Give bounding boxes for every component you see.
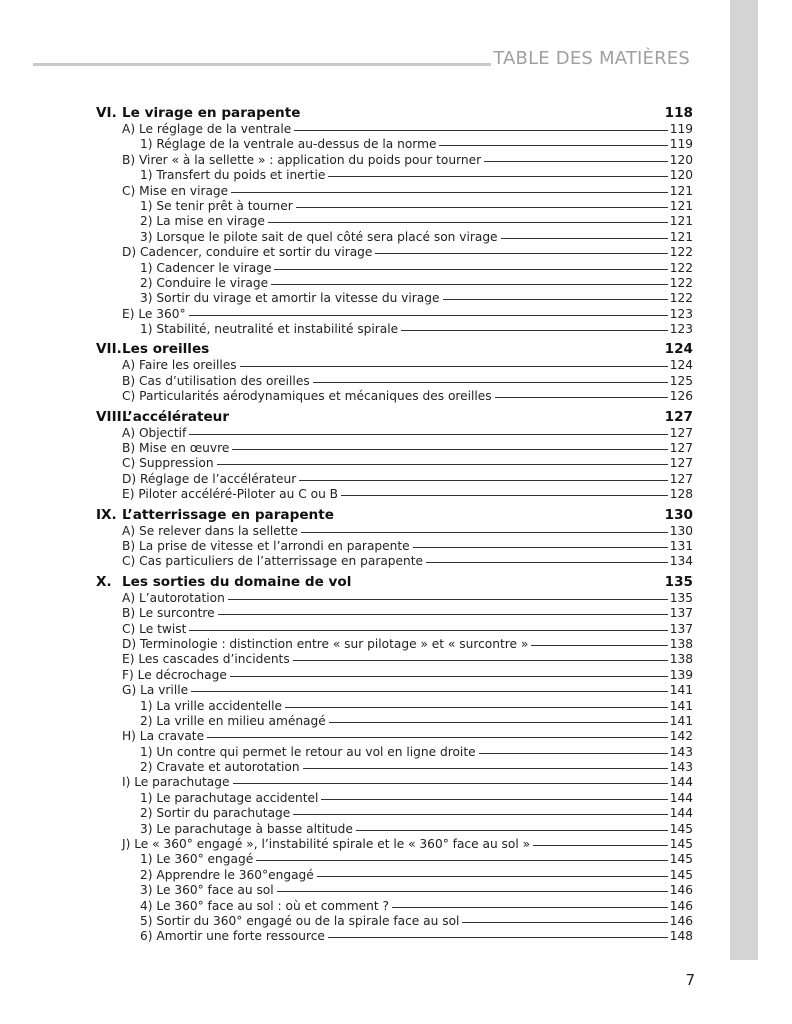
- toc-page-number: 126: [669, 389, 693, 404]
- toc-page-number: 122: [669, 245, 693, 260]
- toc-page-number: 137: [669, 621, 693, 636]
- leader-line: [401, 330, 668, 331]
- toc-entry-label: D) Terminologie : distinction entre « sur pilotage » et « surcontre »: [122, 636, 529, 651]
- toc-page-number: 143: [669, 760, 693, 775]
- toc-page-number: 118: [664, 105, 693, 121]
- toc-page-number: 141: [669, 698, 693, 713]
- toc-entry-label: 2) Cravate et autorotation: [140, 760, 300, 775]
- toc-entry-label: 3) Le parachutage à basse altitude: [140, 821, 353, 836]
- toc-entry-label: C) Particularités aérodynamiques et mécaniques des oreilles: [122, 389, 492, 404]
- leader-line: [230, 676, 668, 677]
- toc-entry[interactable]: [96, 868, 693, 883]
- toc-entry[interactable]: [96, 539, 693, 554]
- toc-entry-label: E) Le 360°: [122, 306, 186, 321]
- toc-entry-label: 3) Sortir du virage et amortir la vitesse du virage: [140, 291, 440, 306]
- toc-page-number: 135: [669, 590, 693, 605]
- toc-entry[interactable]: [96, 837, 693, 852]
- toc-page-number: 125: [669, 373, 693, 388]
- toc-entry[interactable]: [96, 899, 693, 914]
- toc-entry-label: D) Cadencer, conduire et sortir du virage: [122, 245, 373, 260]
- leader-line: [271, 284, 668, 285]
- toc-page-number: 130: [669, 523, 693, 538]
- toc-entry-label: B) Le surcontre: [122, 606, 215, 621]
- leader-line: [495, 397, 668, 398]
- toc-entry-label: B) Virer « à la sellette » : application du poids pour tourner: [122, 152, 482, 167]
- toc-page-number: 122: [669, 275, 693, 290]
- leader-line: [299, 480, 667, 481]
- leader-line: [531, 645, 667, 646]
- leader-line: [328, 937, 668, 938]
- toc-page-number: 123: [669, 306, 693, 321]
- toc-entry[interactable]: [96, 230, 693, 245]
- toc-entry[interactable]: [96, 883, 693, 898]
- leader-line: [217, 464, 668, 465]
- leader-line: [375, 253, 667, 254]
- leader-line: [293, 660, 668, 661]
- toc-entry-label: 1) Un contre qui permet le retour au vol en ligne droite: [140, 744, 476, 759]
- toc-entry[interactable]: [96, 122, 693, 137]
- toc-entry-label: 1) La vrille accidentelle: [140, 698, 283, 713]
- toc-entry-label: 4) Le 360° face au sol : où et comment ?: [140, 898, 389, 913]
- toc-entry-label: 2) Conduire le virage: [140, 275, 269, 290]
- leader-line: [191, 691, 668, 692]
- leader-line: [303, 768, 668, 769]
- toc-page-number: 120: [669, 152, 693, 167]
- toc-page-number: 138: [669, 636, 693, 651]
- toc-entry-label: B) La prise de vitesse et l’arrondi en parapente: [122, 538, 410, 553]
- toc-entry[interactable]: [96, 441, 693, 456]
- toc-entry-label: 2) Sortir du parachutage: [140, 806, 291, 821]
- toc-entry[interactable]: [96, 153, 693, 168]
- toc-entry[interactable]: [96, 637, 693, 652]
- toc-entry-label: B) Mise en œuvre: [122, 441, 230, 456]
- leader-line: [321, 799, 667, 800]
- toc-page-number: 119: [669, 137, 693, 152]
- toc-entry-label: G) La vrille: [122, 683, 189, 698]
- leader-line: [356, 830, 668, 831]
- side-margin-band: [730, 0, 758, 960]
- toc-entry-label: Les sorties du domaine de vol: [122, 573, 352, 590]
- toc-entry[interactable]: [96, 822, 693, 837]
- leader-line: [313, 382, 668, 383]
- leader-line: [277, 891, 668, 892]
- leader-line: [301, 532, 668, 533]
- leader-line: [501, 238, 668, 239]
- leader-line: [189, 434, 667, 435]
- toc-entry-label: E) Les cascades d’incidents: [122, 652, 290, 667]
- toc-page-number: 121: [669, 183, 693, 198]
- toc-entry[interactable]: [96, 683, 693, 698]
- leader-line: [296, 207, 668, 208]
- toc-entry-label: 3) Le 360° face au sol: [140, 883, 274, 898]
- toc-entry-label: 6) Amortir une forte ressource: [140, 929, 325, 944]
- toc-chapter[interactable]: [96, 574, 693, 591]
- toc-page-number: 130: [664, 506, 693, 523]
- toc-page-number: 145: [669, 837, 693, 852]
- toc-page-number: 148: [669, 929, 693, 944]
- toc-page-number: 127: [669, 425, 693, 440]
- toc-page-number: 131: [669, 538, 693, 553]
- toc-page-number: 142: [669, 729, 693, 744]
- toc-chapter[interactable]: [96, 341, 693, 358]
- toc-entry[interactable]: [96, 668, 693, 683]
- toc-entry[interactable]: [96, 714, 693, 729]
- leader-line: [317, 876, 668, 877]
- toc-entry[interactable]: [96, 729, 693, 744]
- table-of-contents: [96, 105, 693, 945]
- leader-line: [484, 161, 668, 162]
- toc-page-number: 127: [664, 408, 693, 425]
- toc-chapter[interactable]: [96, 507, 693, 524]
- leader-line: [426, 562, 668, 563]
- toc-entry[interactable]: [96, 374, 693, 389]
- toc-entry[interactable]: [96, 214, 693, 229]
- leader-line: [228, 599, 668, 600]
- toc-entry[interactable]: [96, 745, 693, 760]
- toc-entry-label: L’accélérateur: [122, 408, 230, 425]
- toc-entry[interactable]: [96, 524, 693, 539]
- toc-entry-label: C) Mise en virage: [122, 183, 229, 198]
- page-number: 7: [685, 971, 695, 989]
- toc-page-number: 128: [669, 487, 693, 502]
- toc-page-number: 119: [669, 122, 693, 136]
- toc-entry[interactable]: [96, 806, 693, 821]
- toc-entry[interactable]: [96, 291, 693, 306]
- toc-entry-label: H) La cravate: [122, 729, 205, 744]
- header-rule: [33, 63, 491, 66]
- leader-line: [233, 783, 668, 784]
- toc-page-number: 121: [669, 229, 693, 244]
- toc-entry[interactable]: [96, 456, 693, 471]
- toc-entry-label: 2) La mise en virage: [140, 214, 265, 229]
- toc-entry[interactable]: [96, 606, 693, 621]
- toc-entry-label: 2) La vrille en milieu aménagé: [140, 713, 326, 728]
- toc-page-number: 141: [669, 683, 693, 698]
- chapter-number: VII.: [96, 341, 122, 358]
- toc-entry-label: 1) Réglage de la ventrale au-dessus de la norme: [140, 137, 437, 152]
- toc-entry[interactable]: [96, 261, 693, 276]
- leader-line: [293, 814, 667, 815]
- toc-chapter[interactable]: [96, 105, 693, 122]
- toc-page-number: 124: [664, 341, 693, 358]
- toc-page-number: 141: [669, 713, 693, 728]
- toc-entry[interactable]: [96, 184, 693, 199]
- toc-entry-label: 1) Stabilité, neutralité et instabilité spirale: [140, 322, 399, 337]
- toc-entry[interactable]: [96, 929, 693, 944]
- leader-line: [189, 315, 668, 316]
- leader-line: [218, 614, 668, 615]
- toc-entry[interactable]: [96, 622, 693, 637]
- leader-line: [207, 737, 668, 738]
- toc-page-number: 146: [669, 883, 693, 898]
- toc-entry-label: A) Se relever dans la sellette: [122, 523, 298, 538]
- toc-entry[interactable]: [96, 472, 693, 487]
- toc-entry[interactable]: [96, 199, 693, 214]
- toc-entry-label: Le virage en parapente: [122, 105, 301, 121]
- toc-entry-label: A) Objectif: [122, 425, 187, 440]
- toc-entry-label: A) L’autorotation: [122, 590, 225, 605]
- toc-page-number: 134: [669, 554, 693, 569]
- toc-entry[interactable]: [96, 914, 693, 929]
- toc-page-number: 124: [669, 358, 693, 373]
- toc-page-number: 143: [669, 744, 693, 759]
- leader-line: [328, 176, 667, 177]
- toc-page-number: 145: [669, 867, 693, 882]
- toc-chapter[interactable]: [96, 409, 693, 426]
- toc-entry-label: A) Le réglage de la ventrale: [122, 122, 292, 136]
- leader-line: [479, 753, 668, 754]
- toc-page-number: 121: [669, 198, 693, 213]
- toc-entry[interactable]: [96, 389, 693, 404]
- toc-entry-label: 2) Apprendre le 360°engagé: [140, 867, 314, 882]
- toc-entry-label: Les oreilles: [122, 341, 210, 358]
- toc-page-number: 145: [669, 852, 693, 867]
- toc-entry-label: 5) Sortir du 360° engagé ou de la spirale face au sol: [140, 913, 460, 928]
- toc-page-number: 127: [669, 471, 693, 486]
- toc-entry[interactable]: [96, 652, 693, 667]
- toc-page-number: 122: [669, 291, 693, 306]
- toc-entry-label: C) Cas particuliers de l’atterrissage en parapente: [122, 554, 424, 569]
- toc-entry[interactable]: [96, 322, 693, 337]
- toc-page-number: 135: [664, 573, 693, 590]
- toc-entry[interactable]: [96, 307, 693, 322]
- toc-entry-label: 1) Transfert du poids et inertie: [140, 168, 326, 183]
- chapter-number: VI.: [96, 105, 117, 121]
- leader-line: [268, 222, 668, 223]
- toc-entry-label: 1) Se tenir prêt à tourner: [140, 198, 293, 213]
- toc-entry-label: E) Piloter accéléré-Piloter au C ou B: [122, 487, 339, 502]
- toc-page-number: 127: [669, 456, 693, 471]
- leader-line: [294, 130, 667, 131]
- leader-line: [462, 922, 667, 923]
- toc-page-number: 146: [669, 898, 693, 913]
- toc-entry-label: L’atterrissage en parapente: [122, 506, 334, 523]
- toc-entry[interactable]: [96, 358, 693, 373]
- toc-entry-label: 1) Le 360° engagé: [140, 852, 254, 867]
- toc-entry-label: C) Le twist: [122, 621, 187, 636]
- toc-entry-label: D) Réglage de l’accélérateur: [122, 471, 297, 486]
- toc-page-number: 144: [669, 790, 693, 805]
- toc-entry[interactable]: [96, 760, 693, 775]
- leader-line: [285, 707, 668, 708]
- toc-page-number: 121: [669, 214, 693, 229]
- leader-line: [439, 145, 667, 146]
- toc-entry-label: I) Le parachutage: [122, 775, 230, 790]
- leader-line: [443, 299, 668, 300]
- toc-page-number: 145: [669, 821, 693, 836]
- leader-line: [413, 547, 668, 548]
- toc-entry-label: 1) Cadencer le virage: [140, 260, 272, 275]
- toc-entry-label: F) Le décrochage: [122, 667, 227, 682]
- leader-line: [274, 269, 667, 270]
- toc-page-number: 120: [669, 168, 693, 183]
- toc-page-number: 138: [669, 652, 693, 667]
- toc-entry-label: A) Faire les oreilles: [122, 358, 237, 373]
- toc-entry[interactable]: [96, 245, 693, 260]
- chapter-number: X.: [96, 573, 112, 590]
- toc-page-number: 127: [669, 441, 693, 456]
- toc-entry-label: 3) Lorsque le pilote sait de quel côté sera placé son virage: [140, 229, 498, 244]
- toc-page-number: 146: [669, 913, 693, 928]
- leader-line: [189, 630, 667, 631]
- toc-entry[interactable]: [96, 426, 693, 441]
- toc-page-number: 144: [669, 806, 693, 821]
- leader-line: [240, 366, 668, 367]
- toc-entry[interactable]: [96, 554, 693, 569]
- toc-entry[interactable]: [96, 137, 693, 152]
- toc-page-number: 123: [669, 322, 693, 337]
- leader-line: [231, 192, 668, 193]
- chapter-number: IX.: [96, 506, 117, 523]
- toc-entry-label: B) Cas d’utilisation des oreilles: [122, 373, 310, 388]
- toc-page-number: 144: [669, 775, 693, 790]
- toc-page-number: 139: [669, 667, 693, 682]
- leader-line: [256, 860, 668, 861]
- toc-entry[interactable]: [96, 276, 693, 291]
- leader-line: [329, 722, 668, 723]
- page-title: TABLE DES MATIÈRES: [493, 48, 690, 69]
- toc-entry[interactable]: [96, 699, 693, 714]
- toc-entry-label: J) Le « 360° engagé », l’instabilité spirale et le « 360° face au sol »: [122, 837, 531, 852]
- toc-entry[interactable]: [96, 591, 693, 606]
- leader-line: [392, 907, 668, 908]
- leader-line: [533, 845, 668, 846]
- toc-entry[interactable]: [96, 852, 693, 867]
- toc-entry-label: 1) Le parachutage accidentel: [140, 790, 319, 805]
- chapter-number: VIII.: [96, 408, 127, 425]
- toc-entry[interactable]: [96, 775, 693, 790]
- toc-entry[interactable]: [96, 791, 693, 806]
- toc-entry-label: C) Suppression: [122, 456, 214, 471]
- leader-line: [232, 449, 667, 450]
- toc-page-number: 137: [669, 606, 693, 621]
- toc-entry[interactable]: [96, 168, 693, 183]
- toc-entry[interactable]: [96, 487, 693, 502]
- leader-line: [341, 495, 668, 496]
- toc-page-number: 122: [669, 260, 693, 275]
